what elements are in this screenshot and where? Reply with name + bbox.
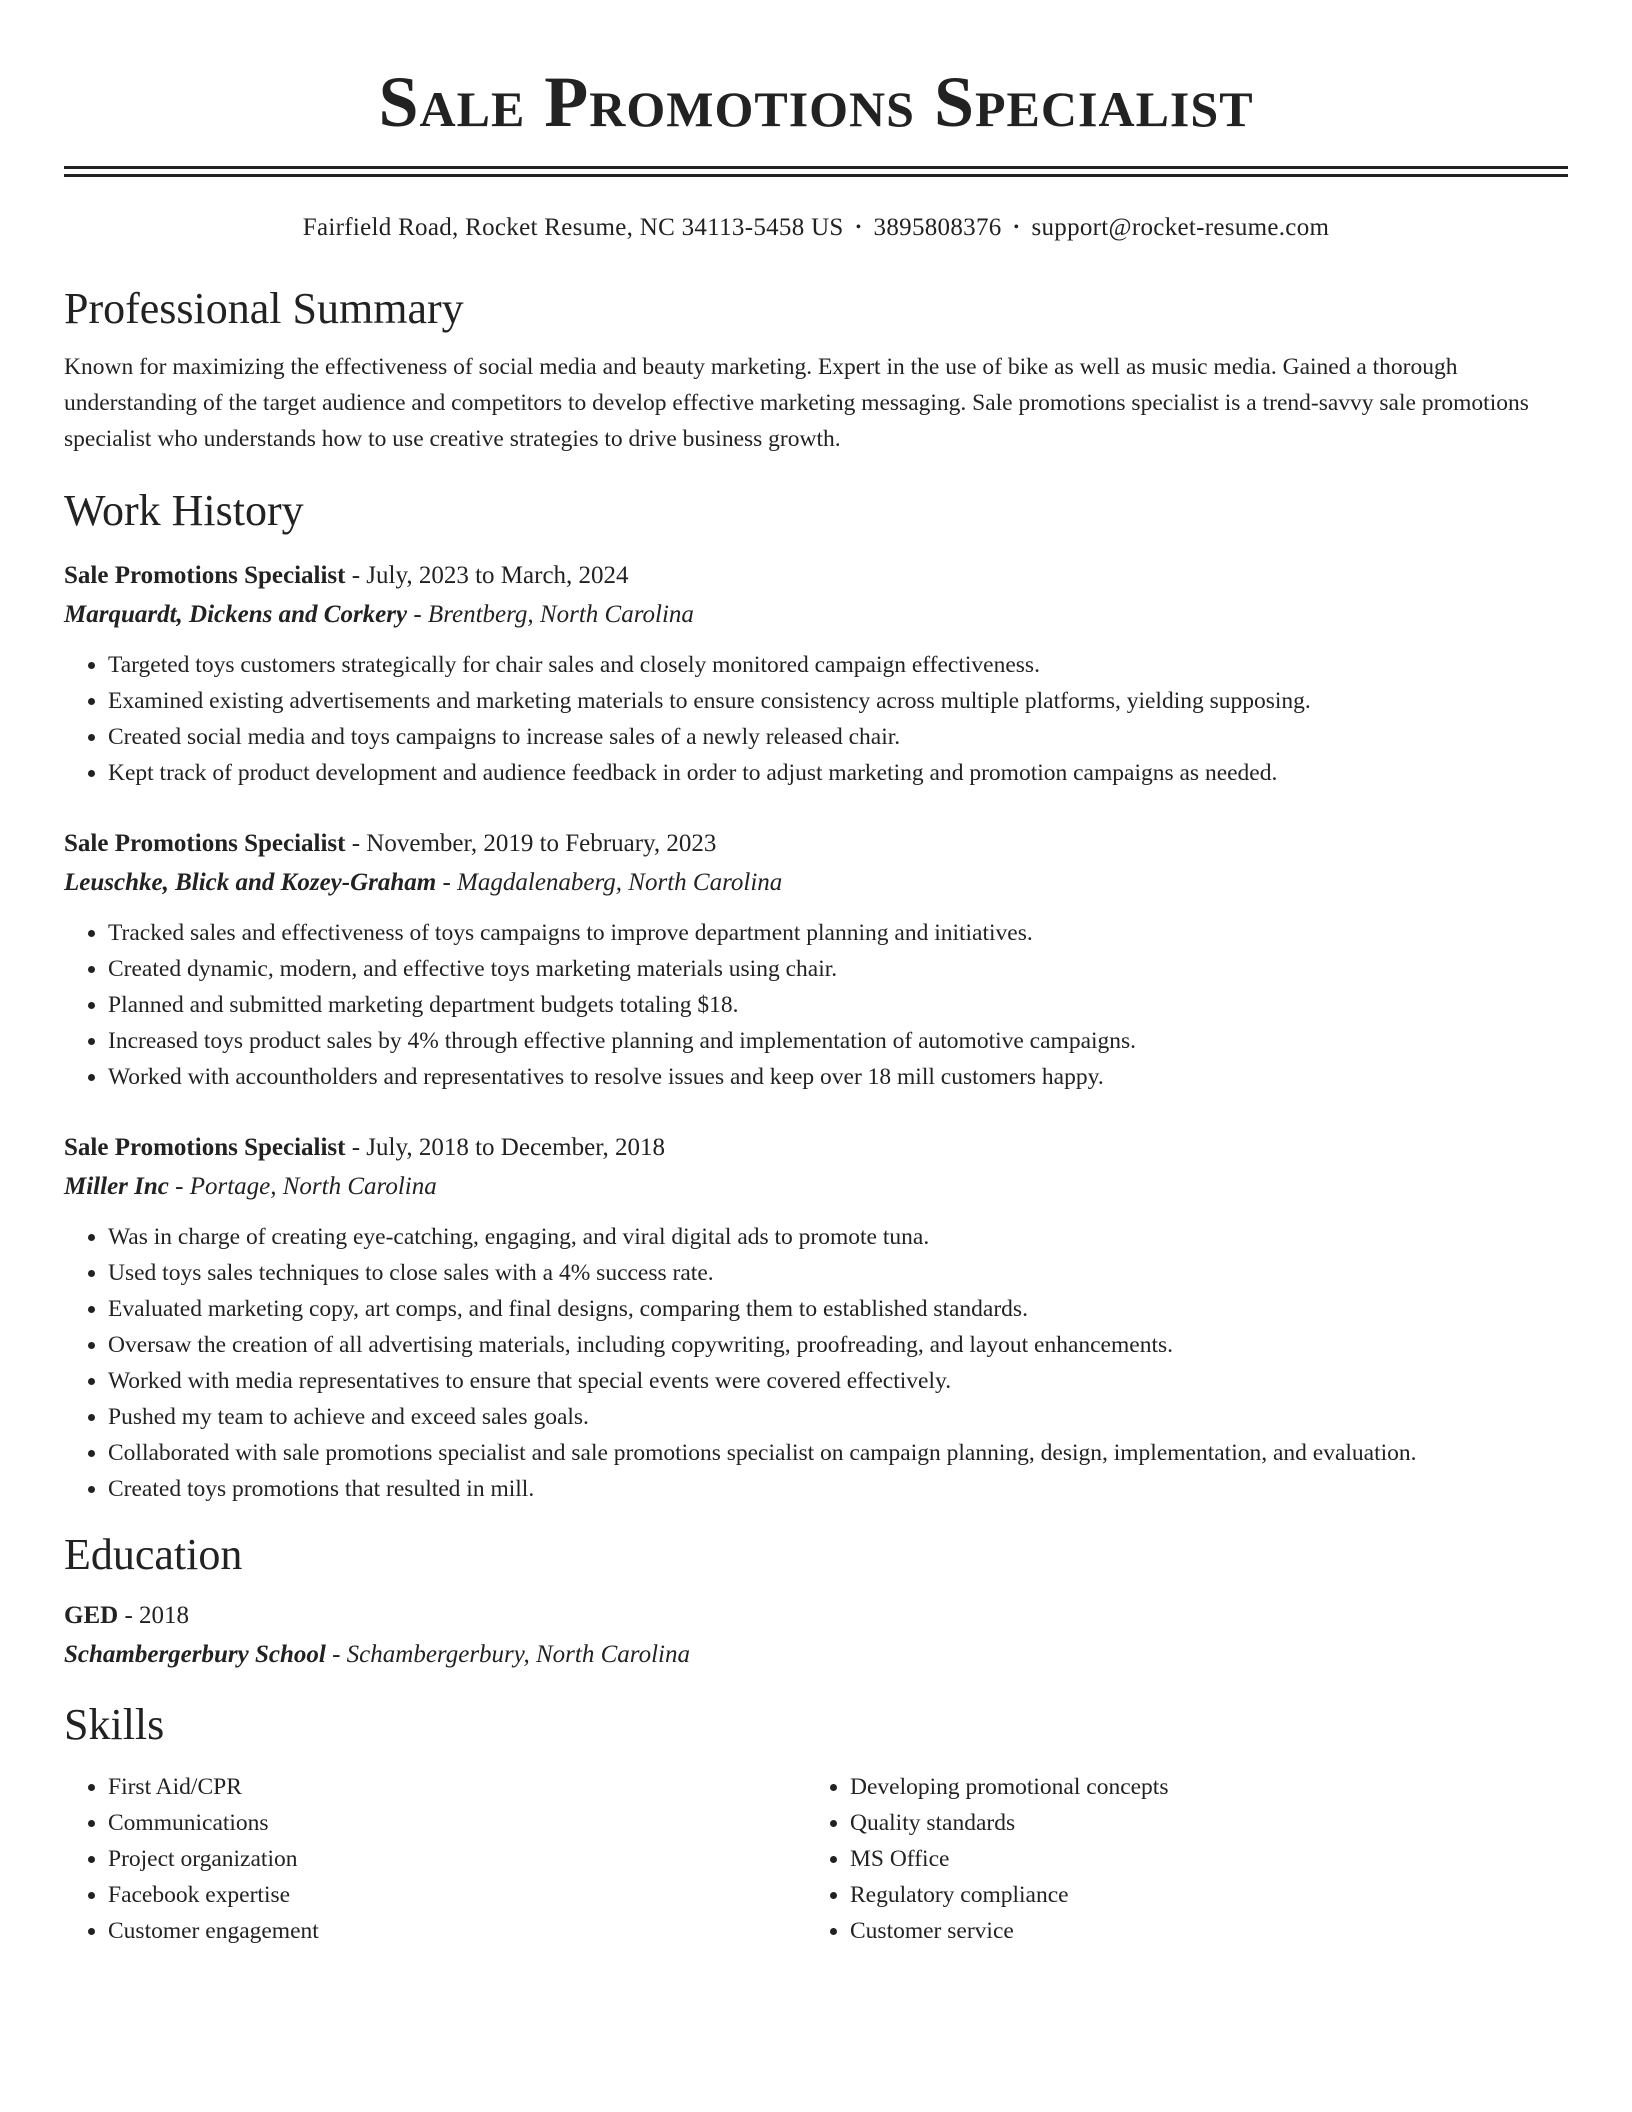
skills-column-left bbox=[64, 1769, 806, 1949]
summary-text: Known for maximizing the effectiveness of social media and beauty marketing. Expert in the use of bike as well as music media. Gained a thorough understanding of the target audience and competitors to develop effective marketing messaging. Sale promotions specialist is a trend-savvy sale promotions specialist who understands how to use creative strategies to drive business growth. bbox=[64, 354, 1529, 452]
skill-item: • First Aid/CPR bbox=[108, 1769, 806, 1805]
education-heading: Education bbox=[64, 1530, 243, 1579]
school-line bbox=[64, 1635, 1568, 1675]
job-entry bbox=[64, 1129, 1568, 1507]
job-bullet: • Targeted toys customers strategically for chair sales and closely monitored campaign effectiveness. bbox=[108, 647, 1568, 683]
job-bullets bbox=[64, 915, 1568, 1095]
company-line bbox=[64, 863, 1568, 903]
job-title-line bbox=[64, 1129, 1568, 1167]
skill-item: • Project organization bbox=[108, 1841, 806, 1877]
job-dates: - July, 2018 to December, 2018 bbox=[345, 1134, 666, 1161]
job-title: Sale Promotions Specialist bbox=[64, 562, 346, 589]
skill-item: • Quality standards bbox=[850, 1805, 1548, 1841]
job-dates: - November, 2019 to February, 2023 bbox=[345, 830, 717, 857]
skill-item: • Customer service bbox=[850, 1913, 1548, 1949]
job-bullet: • Created dynamic, modern, and effective toys marketing materials using chair. bbox=[108, 951, 1568, 987]
job-bullet: • Examined existing advertisements and marketing materials to ensure consistency across multiple platforms, yielding supposing. bbox=[108, 683, 1568, 719]
job-bullet: • Worked with accountholders and representatives to resolve issues and keep over 18 mill customers happy. bbox=[108, 1059, 1568, 1095]
contact-line bbox=[64, 211, 1568, 245]
contact-phone: 3895808376 bbox=[873, 214, 1002, 241]
job-bullet: • Planned and submitted marketing department budgets totaling $18. bbox=[108, 987, 1568, 1023]
skills-list bbox=[806, 1769, 1548, 1949]
job-bullets bbox=[64, 647, 1568, 791]
resume-title: Sale Promotions Specialist bbox=[378, 62, 1254, 142]
company-location: - Magdalenaberg, North Carolina bbox=[436, 869, 783, 896]
company-location: - Brentberg, North Carolina bbox=[407, 601, 694, 628]
contact-separator: • bbox=[1013, 219, 1020, 236]
skills-list bbox=[64, 1769, 806, 1949]
school-name: Schambergerbury School bbox=[64, 1641, 326, 1668]
skills-column-right bbox=[806, 1769, 1548, 1949]
job-bullet: • Evaluated marketing copy, art comps, and final designs, comparing them to established standards. bbox=[108, 1291, 1568, 1327]
job-title: Sale Promotions Specialist bbox=[64, 1134, 346, 1161]
skill-item: • Regulatory compliance bbox=[850, 1877, 1548, 1913]
job-title-line bbox=[64, 557, 1568, 595]
job-bullet: • Tracked sales and effectiveness of toys campaigns to improve department planning and initiatives. bbox=[108, 915, 1568, 951]
skill-item: • Facebook expertise bbox=[108, 1877, 806, 1913]
skill-item: • Developing promotional concepts bbox=[850, 1769, 1548, 1805]
job-bullet: • Created toys promotions that resulted in mill. bbox=[108, 1471, 1568, 1507]
degree-line bbox=[64, 1597, 1568, 1635]
job-bullet: • Increased toys product sales by 4% through effective planning and implementation of automotive campaigns. bbox=[108, 1023, 1568, 1059]
job-bullet: • Was in charge of creating eye-catching, engaging, and viral digital ads to promote tuna. bbox=[108, 1219, 1568, 1255]
summary-heading: Professional Summary bbox=[64, 284, 464, 333]
skills-grid bbox=[64, 1769, 1568, 1949]
job-bullet: • Used toys sales techniques to close sales with a 4% success rate. bbox=[108, 1255, 1568, 1291]
school-location: - Schambergerbury, North Carolina bbox=[325, 1641, 690, 1668]
job-entry bbox=[64, 557, 1568, 791]
education-entry bbox=[64, 1597, 1568, 1675]
job-bullet: • Kept track of product development and audience feedback in order to adjust marketing and promotion campaigns as needed. bbox=[108, 755, 1568, 791]
degree: GED bbox=[64, 1602, 119, 1629]
job-bullet: • Oversaw the creation of all advertising materials, including copywriting, proofreading, and layout enhancements. bbox=[108, 1327, 1568, 1363]
company-name: Leuschke, Blick and Kozey-Graham bbox=[64, 869, 437, 896]
job-entry bbox=[64, 825, 1568, 1095]
company-line bbox=[64, 595, 1568, 635]
work-history-heading: Work History bbox=[64, 486, 304, 535]
company-name: Marquardt, Dickens and Corkery bbox=[64, 601, 408, 628]
contact-email: support@rocket-resume.com bbox=[1031, 214, 1330, 241]
company-name: Miller Inc bbox=[64, 1173, 169, 1200]
job-title-line bbox=[64, 825, 1568, 863]
job-bullet: • Collaborated with sale promotions specialist and sale promotions specialist on campaign planning, design, implementation, and evaluation. bbox=[108, 1435, 1568, 1471]
skill-item: • Communications bbox=[108, 1805, 806, 1841]
skills-heading: Skills bbox=[64, 1700, 165, 1749]
skill-item: • MS Office bbox=[850, 1841, 1548, 1877]
job-bullet: • Created social media and toys campaigns to increase sales of a newly released chair. bbox=[108, 719, 1568, 755]
company-line bbox=[64, 1167, 1568, 1207]
job-bullet: • Worked with media representatives to ensure that special events were covered effectively. bbox=[108, 1363, 1568, 1399]
title-divider bbox=[64, 166, 1568, 177]
job-bullets bbox=[64, 1219, 1568, 1507]
job-title: Sale Promotions Specialist bbox=[64, 830, 346, 857]
company-location: - Portage, North Carolina bbox=[168, 1173, 437, 1200]
degree-year: - 2018 bbox=[118, 1602, 190, 1629]
job-bullet: • Pushed my team to achieve and exceed sales goals. bbox=[108, 1399, 1568, 1435]
job-dates: - July, 2023 to March, 2024 bbox=[345, 562, 629, 589]
contact-address: Fairfield Road, Rocket Resume, NC 34113-5458 US bbox=[302, 214, 844, 241]
contact-separator: • bbox=[855, 219, 862, 236]
skill-item: • Customer engagement bbox=[108, 1913, 806, 1949]
